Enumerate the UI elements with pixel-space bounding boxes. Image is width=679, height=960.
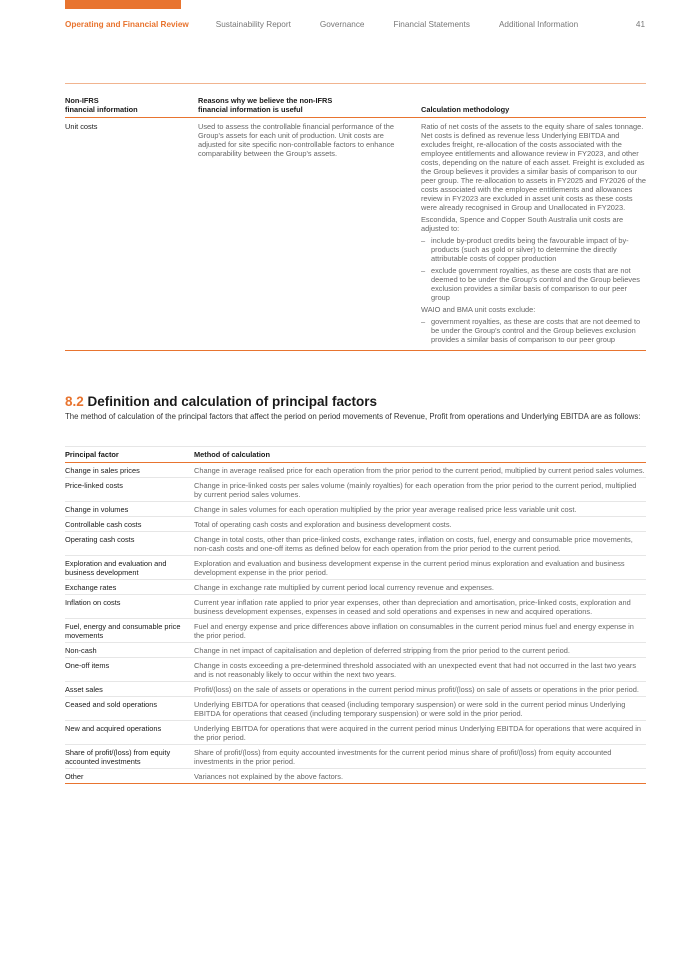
factor-method: Profit/(loss) on the sale of assets or operations in the current period minus profit/(loss) on sale of assets or operations in the prior period.: [194, 685, 639, 694]
factor-method: Underlying EBITDA for operations that were acquired in the current period minus Underlying EBITDA for operations that were acquired in the prior period.: [194, 724, 641, 742]
header-reasons: Reasons why we believe the non-IFRS financial information is useful: [198, 96, 333, 114]
non-ifrs-table: [65, 96, 646, 351]
table-row: [65, 580, 646, 595]
table-row: [65, 658, 646, 682]
nav-operating-financial-review[interactable]: Operating and Financial Review: [65, 19, 189, 29]
factor-method: Fuel and energy expense and price differences above inflation on consumables in the current period minus fuel and energy expense in the prior period.: [194, 622, 634, 640]
table-row: [65, 619, 646, 643]
factor-name: Operating cash costs: [65, 535, 135, 544]
factor-name: Controllable cash costs: [65, 520, 142, 529]
factor-name: Asset sales: [65, 685, 103, 694]
factor-method: Share of profit/(loss) from equity accounted investments for the current period minus share of profit/(loss) from equity accounted investments in the prior period.: [194, 748, 612, 766]
table-row: [65, 463, 646, 478]
factor-name: Inflation on costs: [65, 598, 121, 607]
factor-method: Change in total costs, other than price-linked costs, exchange rates, inflation on costs, fuel, energy and consumable price movements, non-cash costs and one-off items as defined below for each operation from the prior period to the current period.: [194, 535, 633, 553]
list-item: – government royalties, as these are costs that are not deemed to be under the Group's control and the Group believes exclusion provides a similar basis of comparison to our peer group: [421, 317, 646, 344]
factor-method: Underlying EBITDA for operations that ceased (including temporary suspension) or were sold in the current period minus Underlying EBITDA for operations that ceased (including temporary suspension) or were sold in the prior period.: [194, 700, 626, 718]
factor-method: Current year inflation rate applied to prior year expenses, other than depreciation and amortisation, price-linked costs, exploration and business development expenses, expenses in ceased and sold operations and expenses in new and acquired operations.: [194, 598, 631, 616]
principal-factors-body: [65, 463, 646, 784]
table-row: [65, 769, 646, 784]
factor-name: New and acquired operations: [65, 724, 162, 733]
factor-name: Non-cash: [65, 646, 97, 655]
factor-name: Fuel, energy and consumable price movements: [65, 622, 181, 640]
factor-method: Variances not explained by the above factors.: [194, 772, 343, 781]
header-principal-factor: Principal factor: [65, 450, 119, 459]
list-item: – include by-product credits being the favourable impact of by-products (such as gold or silver) to determine the directly attributable costs of copper production: [421, 236, 646, 263]
table-row: [65, 478, 646, 502]
table-row: [65, 745, 646, 769]
factor-name: Price-linked costs: [65, 481, 123, 490]
methodology-list: [421, 236, 646, 302]
table-row: [65, 502, 646, 517]
factor-method: Exploration and evaluation and business development expense in the current period minus exploration and evaluation and business development expense in the prior period.: [194, 559, 625, 577]
section-intro: The method of calculation of the principal factors that affect the period on period movements of Revenue, Profit from operations and Underlying EBITDA are as follows:: [65, 412, 641, 421]
factor-name: Exchange rates: [65, 583, 117, 592]
top-navigation: [65, 18, 645, 30]
section-number: 8.2: [65, 394, 84, 409]
header-accent-bar: [65, 0, 181, 9]
section-title-text: Definition and calculation of principal factors: [83, 394, 378, 409]
section-heading: [65, 394, 377, 409]
table-row: [65, 721, 646, 745]
non-ifrs-table-header: [65, 96, 646, 118]
nav-additional-information[interactable]: Additional Information: [498, 19, 579, 29]
list-item: – exclude government royalties, as these are costs that are not deemed to be under the Group's control and the Group believes exclusion provides a similar basis of comparison to our peer group: [421, 266, 646, 302]
nav-governance[interactable]: Governance: [319, 19, 365, 29]
row-reason-text: Used to assess the controllable financial performance of the Group's assets for each unit of production. Unit costs are adjusted for site specific non-controllable factors to enhance comparability between the Group's assets.: [198, 122, 395, 158]
table-row: [65, 517, 646, 532]
table-row: [65, 682, 646, 697]
table-row: [65, 532, 646, 556]
table-row: [65, 643, 646, 658]
factor-method: Change in costs exceeding a pre-determined threshold associated with an unexpected event that had not occurred in the last two years and is not reasonably likely to occur within the next two years.: [194, 661, 637, 679]
factor-method: Total of operating cash costs and exploration and business development costs.: [194, 520, 452, 529]
top-divider: [65, 83, 646, 84]
factor-name: Exploration and evaluation and business development: [65, 559, 167, 577]
methodology-paragraph: WAIO and BMA unit costs exclude:: [421, 305, 536, 314]
header-calculation-methodology: Calculation methodology: [421, 105, 510, 114]
principal-factors-table: [65, 446, 646, 784]
page-number: 41: [635, 19, 645, 29]
methodology-paragraph: Ratio of net costs of the assets to the equity share of sales tonnage. Net costs is defined as revenue less Underlying EBITDA and excludes freight, re-allocation of the costs associated with the employee entitlements and allowance review in FY2023, and other costs, depending on the nature of each asset. Freight is excluded as the Group believes it provides a similar basis of comparison to our peer group. The re-allocation to assets in FY2025 and FY2026 of the costs associated with the employee entitlements and allowances review in FY2023 are excluded in asset unit costs as these costs were already recognised in Group and Unallocated in FY2023.: [421, 122, 647, 212]
table-row: [65, 697, 646, 721]
factor-name: Ceased and sold operations: [65, 700, 158, 709]
factor-method: Change in price-linked costs per sales volume (mainly royalties) for each operation from the prior period to the current period, multiplied by current period sales volumes.: [194, 481, 637, 499]
nav-financial-statements[interactable]: Financial Statements: [393, 19, 470, 29]
factor-name: Change in volumes: [65, 505, 129, 514]
factor-name: Share of profit/(loss) from equity accounted investments: [65, 748, 171, 766]
factor-method: Change in sales volumes for each operation multiplied by the prior year average realised price less variable unit cost.: [194, 505, 577, 514]
factor-method: Change in average realised price for each operation from the prior period to the current period, multiplied by current period sales volumes.: [194, 466, 645, 475]
factor-method: Change in net impact of capitalisation and depletion of deferred stripping from the prior period to the current period.: [194, 646, 570, 655]
table-row: [65, 595, 646, 619]
nav-sustainability-report[interactable]: Sustainability Report: [215, 19, 291, 29]
row-methodology: [421, 122, 646, 347]
principal-factors-header: [65, 446, 646, 463]
factor-name: One-off items: [65, 661, 110, 670]
row-label-unit-costs: Unit costs: [65, 122, 98, 131]
factor-name: Other: [65, 772, 84, 781]
methodology-paragraph: Escondida, Spence and Copper South Australia unit costs are adjusted to:: [421, 215, 624, 233]
factor-name: Change in sales prices: [65, 466, 140, 475]
header-method-of-calculation: Method of calculation: [194, 450, 270, 459]
header-non-ifrs: Non-IFRS financial information: [65, 96, 138, 114]
table-row: [65, 118, 646, 351]
methodology-list: [421, 317, 646, 344]
factor-method: Change in exchange rate multiplied by current period local currency revenue and expenses.: [194, 583, 494, 592]
table-row: [65, 556, 646, 580]
